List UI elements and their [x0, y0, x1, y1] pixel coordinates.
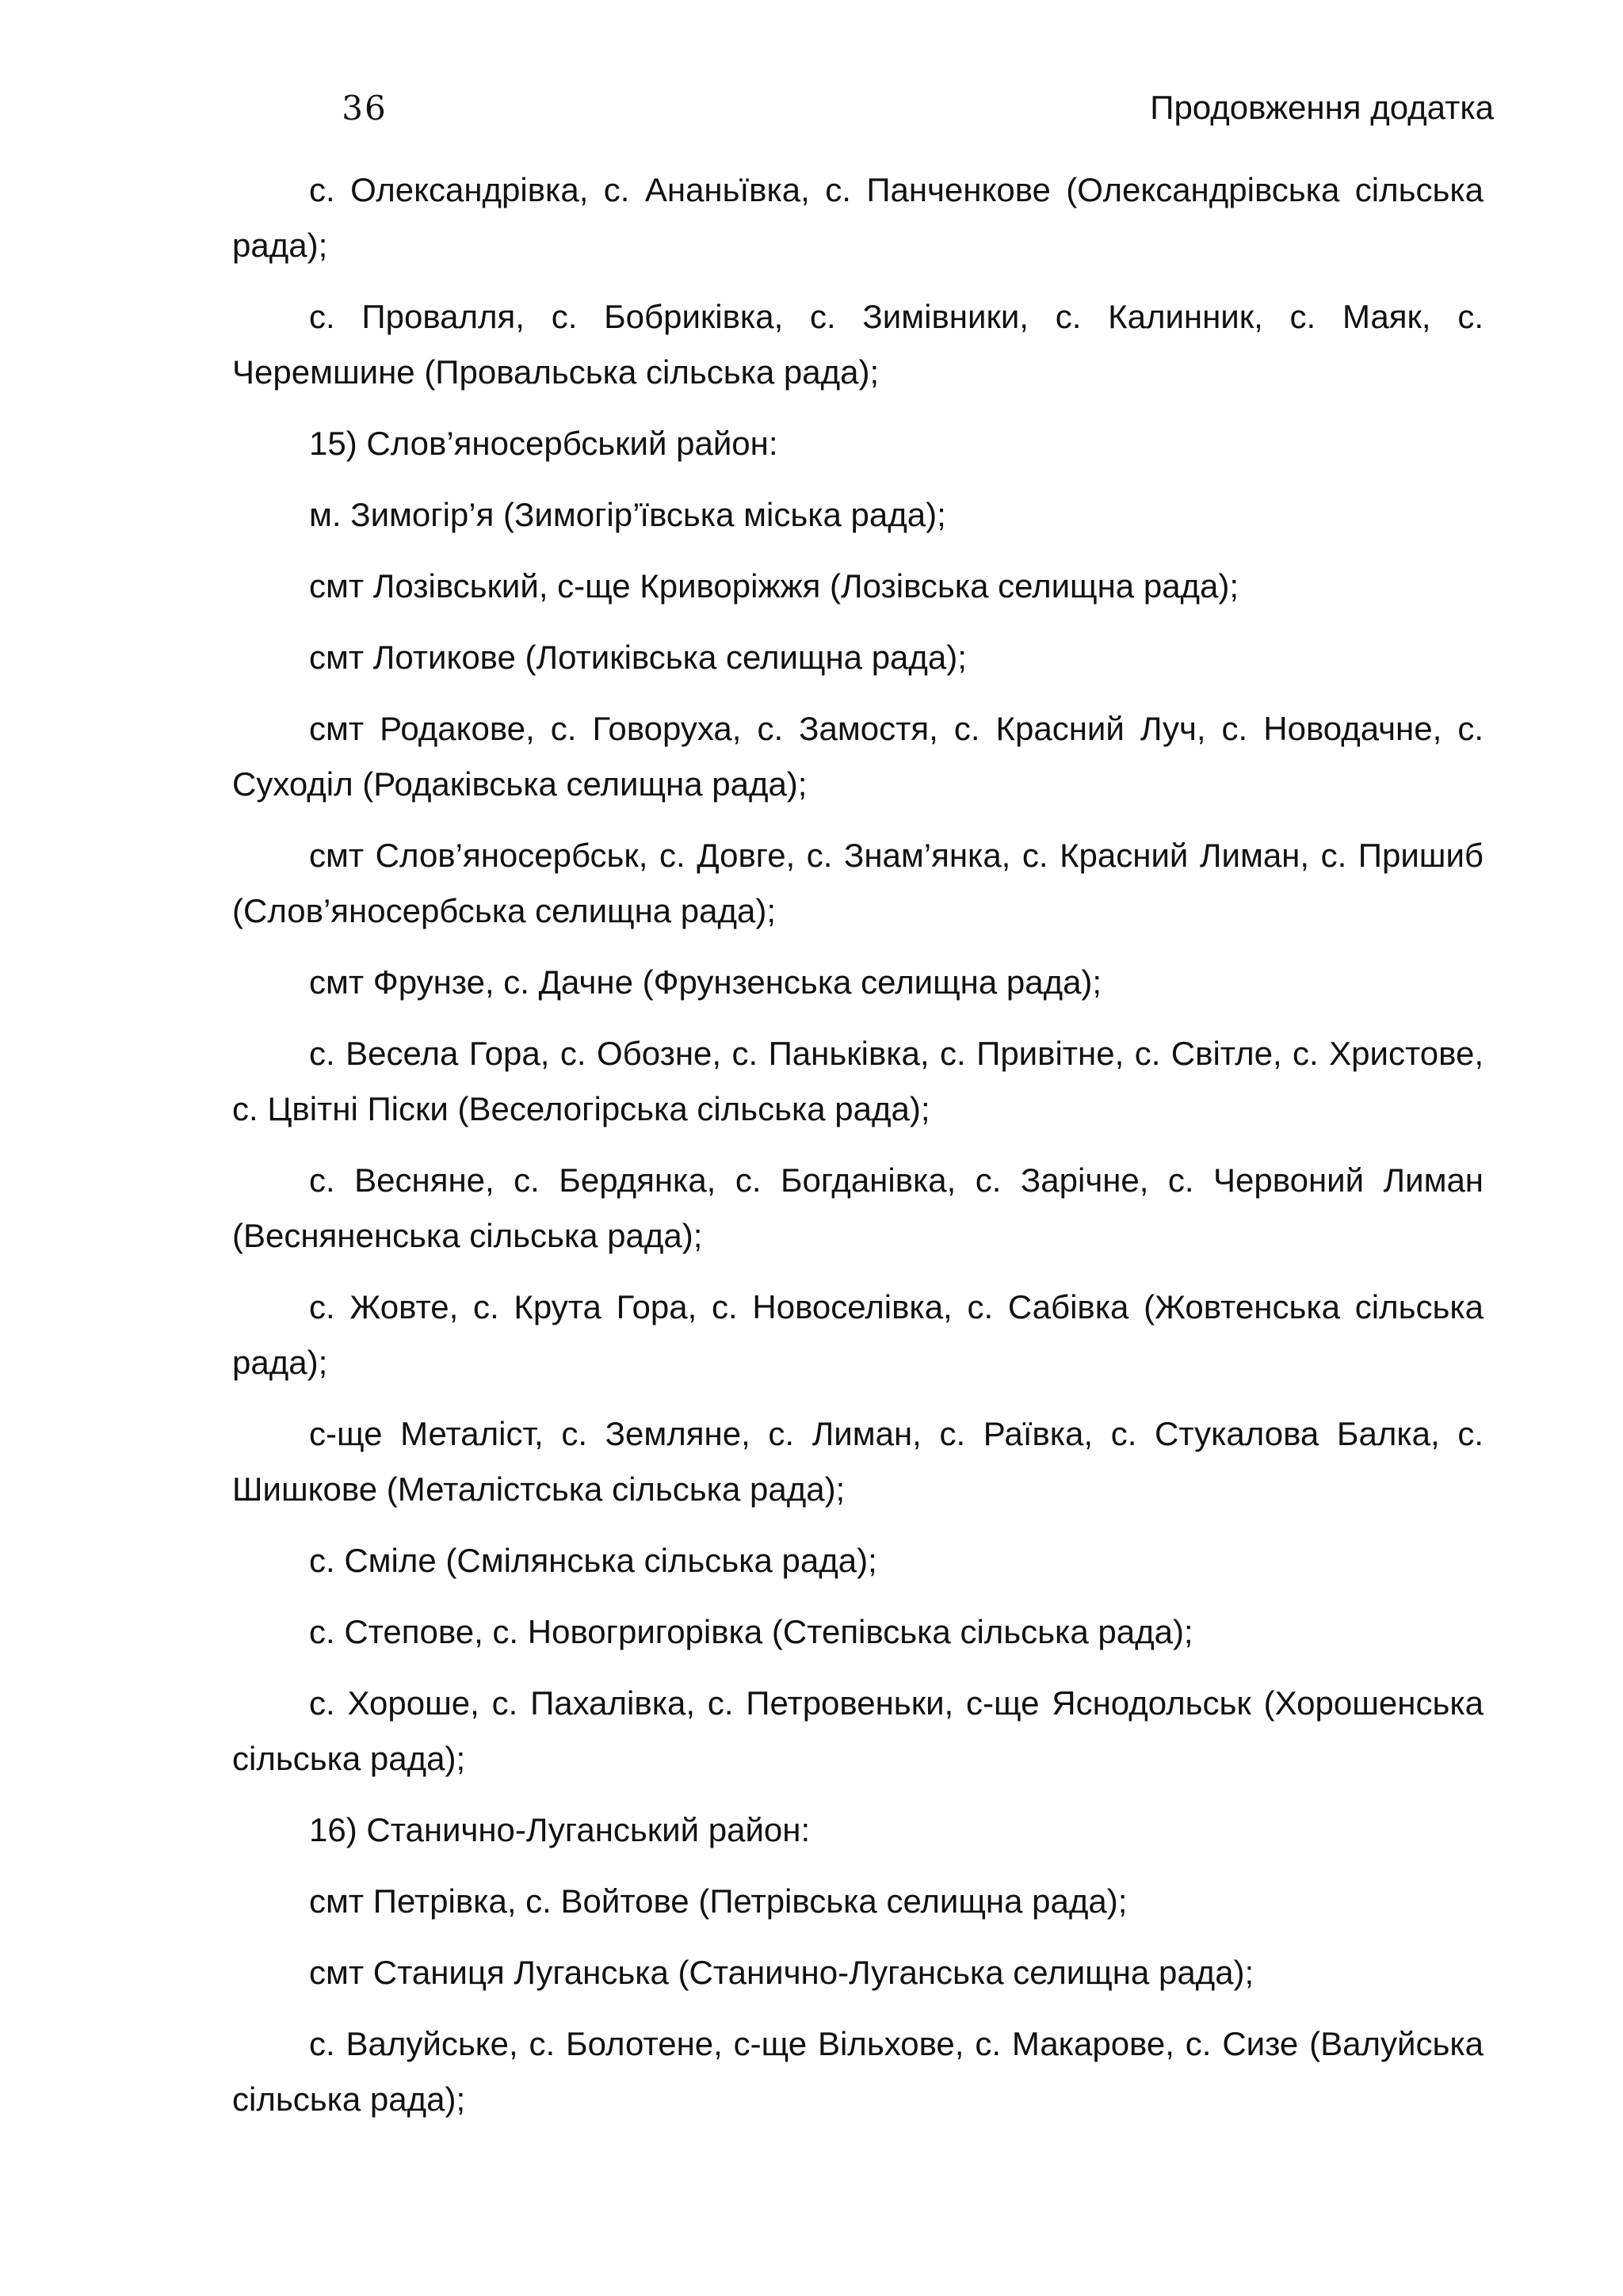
running-header: Продовження додатка: [1150, 89, 1494, 126]
paragraph: смт Фрунзе, с. Дачне (Фрунзенська селищна рада);: [309, 963, 1102, 1001]
paragraph: смт Лозівський, с-ще Криворіжжя (Лозівська селищна рада);: [309, 567, 1239, 605]
document-body: [232, 162, 1484, 2143]
paragraph: с-ще Металіст, с. Земляне, с. Лиман, с. Раївка, с. Стукалова Балка, с. Шишкове (Металістська сільська рада);: [232, 1415, 1484, 1508]
paragraph: с. Валуйське, с. Болотене, с-ще Вільхове, с. Макарове, с. Сизе (Валуйська сільська рада);: [232, 2025, 1484, 2118]
paragraph: смт Станиця Луганська (Станично-Луганська селищна рада);: [309, 1954, 1254, 1991]
paragraph: смт Лотикове (Лотиківська селищна рада);: [309, 639, 967, 676]
paragraph: смт Родакове, с. Говоруха, с. Замостя, с. Красний Луч, с. Новодачне, с. Суходіл (Родаківська селищна рада);: [232, 710, 1484, 803]
paragraph: с. Хороше, с. Пахалівка, с. Петровеньки, с-ще Яснодольськ (Хорошенська сільська рада);: [232, 1684, 1484, 1777]
page-number: 36: [342, 89, 388, 128]
paragraph: с. Сміле (Смілянська сільська рада);: [309, 1542, 877, 1579]
section-heading: 15) Слов’яносербський район:: [309, 425, 778, 462]
paragraph: смт Петрівка, с. Войтове (Петрівська селищна рада);: [309, 1882, 1128, 1920]
section-heading: 16) Станично-Луганський район:: [309, 1811, 811, 1848]
paragraph: с. Степове, с. Новогригорівка (Степівська сільська рада);: [309, 1613, 1193, 1650]
paragraph: смт Слов’яносербськ, с. Довге, с. Знам’янка, с. Красний Лиман, с. Пришиб (Слов’яносербська селищна рада);: [232, 837, 1484, 929]
paragraph: с. Провалля, с. Бобриківка, с. Зимівники, с. Калинник, с. Маяк, с. Черемшине (Провальська сільська рада);: [232, 298, 1484, 391]
paragraph: с. Весела Гора, с. Обозне, с. Паньківка, с. Привітне, с. Світле, с. Христове, с. Цвітні Піски (Веселогірська сільська рада);: [232, 1035, 1484, 1127]
paragraph: с. Весняне, с. Бердянка, с. Богданівка, с. Зарічне, с. Червоний Лиман (Весняненська сільська рада);: [232, 1161, 1484, 1254]
paragraph: с. Олександрівка, с. Ананьївка, с. Панченкове (Олександрівська сільська рада);: [232, 171, 1484, 264]
paragraph: с. Жовте, с. Крута Гора, с. Новоселівка, с. Сабівка (Жовтенська сільська рада);: [232, 1288, 1484, 1381]
paragraph: м. Зимогір’я (Зимогір’ївська міська рада);: [309, 496, 946, 533]
